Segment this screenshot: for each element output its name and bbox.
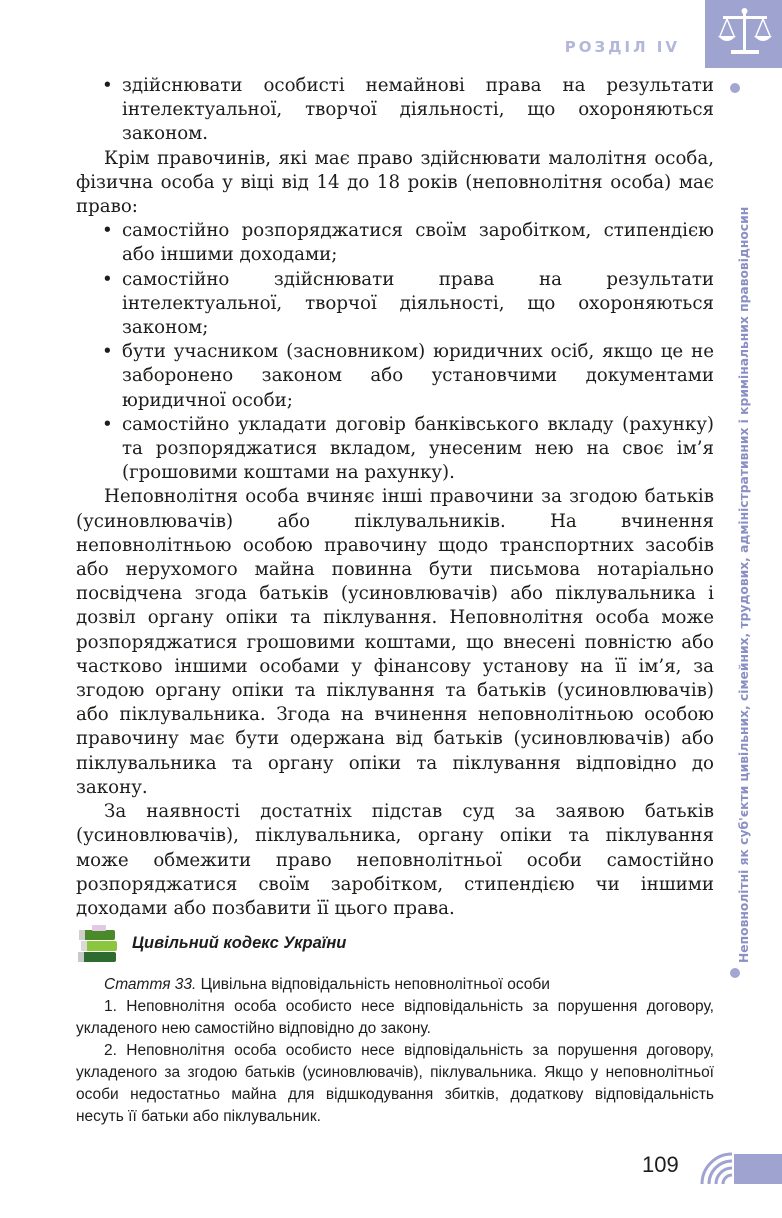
bullet-icon: • <box>102 413 113 435</box>
scales-of-justice-icon <box>715 4 775 62</box>
bullet-list-continued <box>76 74 714 147</box>
list-item: • самостійно здійснювати права на результати інтелектуальної, творчої діяльності, що охороняються законом; <box>102 268 714 339</box>
main-text <box>76 74 714 921</box>
page-number: 109 <box>642 1152 679 1177</box>
bullet-icon: • <box>102 220 113 242</box>
rights-list <box>76 219 714 485</box>
code-excerpt <box>76 924 714 1128</box>
page-corner-decoration <box>700 1150 782 1186</box>
article-title: Цивільна відповідальність неповнолітньої особи <box>200 976 550 993</box>
books-icon <box>76 924 120 966</box>
side-dot-top <box>730 83 740 93</box>
bullet-icon: • <box>102 341 113 363</box>
section-label: РОЗДІЛ IV <box>564 38 680 56</box>
code-title: Цивільний кодекс України <box>132 934 347 952</box>
paragraph: Крім правочинів, які має право здійснювати малолітня особа, фізична особа у віці від 14 до 18 років (неповнолітня особа) має право: <box>76 147 714 218</box>
list-item: • бути учасником (засновником) юридичних осіб, якщо це не заборонено законом або установчими документами юридичної особи; <box>102 341 714 411</box>
article-heading <box>76 974 714 996</box>
list-item: • самостійно розпоряджатися своїм заробітком, стипендією або іншими доходами; <box>102 220 714 266</box>
bullet-icon: • <box>102 75 113 96</box>
code-excerpt-header <box>76 924 714 968</box>
side-dot-bottom <box>730 968 740 978</box>
side-running-title: Неповнолітні як суб'єкти цивільних, сімейних, трудових, адміністративних і кримінальних правовідносин <box>737 206 751 963</box>
header-accent-bar <box>705 0 782 68</box>
article-label: Стаття 33. <box>104 976 197 993</box>
list-item: • здійснювати особисті немайнові права на результати інтелектуальної, творчої діяльності, що охороняються законом. <box>102 75 714 145</box>
article-clause: 2. Неповнолітня особа особисто несе відповідальність за порушення договору, укладеного за згодою батьків (усиновлювачів), піклувальника. Якщо у неповнолітньої особи недостатньо майна для відшкодування збитків, додаткову відповідальність несуть її батьки або піклувальник. <box>76 1042 714 1125</box>
paragraph: За наявності достатніх підстав суд за заявою батьків (усиновлювачів), піклувальника, органу опіки та піклування може обмежити право неповнолітньої особи самостійно розпоряджатися своїм заробітком, стипендією чи іншими доходами або позбавити її цього права. <box>76 801 714 919</box>
paragraph: Неповнолітня особа вчиняє інші правочини за згодою батьків (усиновлювачів) або піклувальників. На вчинення неповнолітньою особою правочину щодо транспортних засобів або нерухомого майна повинна бути письмова нотаріально посвідчена згода батьків (усиновлювачів) або піклувальника і дозвіл органу опіки та піклування. Неповнолітня особа може розпоряджатися грошовими коштами, що внесені повністю або частково іншими особами у фінансову установу на її ім’я, за згодою органу опіки та піклування та батьків (усиновлювачів) або піклувальника. Згода на вчинення неповнолітньою особою правочину має бути одержана від батьків (усиновлювачів) або піклувальника та органу опіки та піклування відповідно до закону. <box>76 486 714 798</box>
list-item: • самостійно укладати договір банківського вкладу (рахунку) та розпоряджатися вкладом, унесеним нею на своє ім’я (грошовими коштами на рахунку). <box>102 413 714 484</box>
bullet-icon: • <box>102 268 113 290</box>
article-clause: 1. Неповнолітня особа особисто несе відповідальність за порушення договору, укладеного нею самостійно відповідно до закону. <box>76 998 714 1037</box>
